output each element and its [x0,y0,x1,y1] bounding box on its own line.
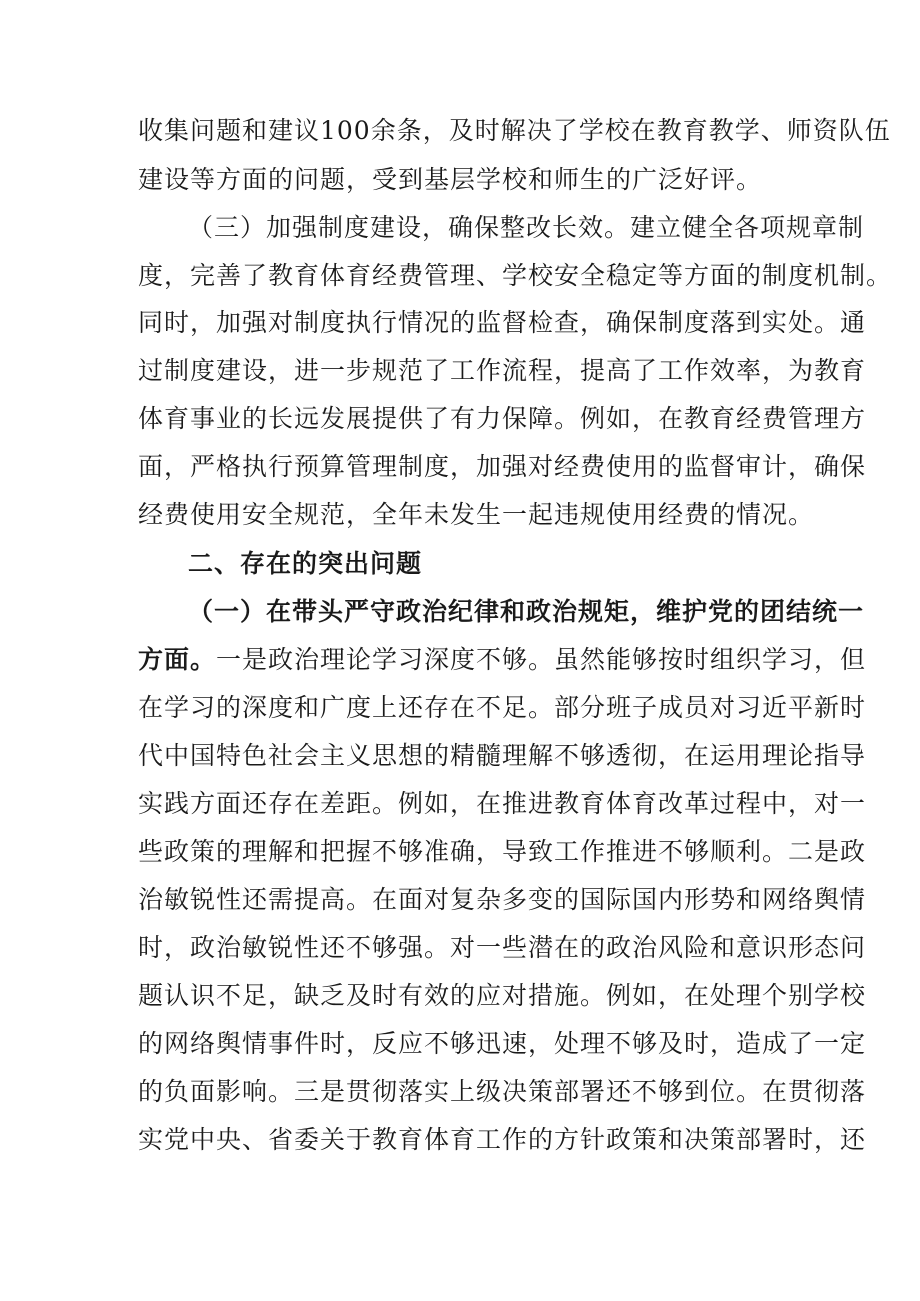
body-text-line: 体育事业的长远发展提供了有力保障。例如，在教育经费管理方 [138,404,867,433]
body-text-line: 建设等方面的问题，受到基层学校和师生的广泛好评。 [138,165,763,194]
body-text-line: 过制度建设，进一步规范了工作流程，提高了工作效率，为教育 [138,356,867,385]
body-text-line: 度，完善了教育体育经费管理、学校安全稳定等方面的制度机制。 [138,261,893,290]
body-text-line: 实践方面还存在差距。例如，在推进教育体育改革过程中，对一 [138,789,867,818]
body-text-line: 的网络舆情事件时，反应不够迅速，处理不够及时，造成了一定 [138,1029,867,1058]
body-text-line: （三）加强制度建设，确保整改长效。建立健全各项规章制 [188,213,865,242]
body-text-line: 题认识不足，缺乏及时有效的应对措施。例如，在处理个别学校 [138,981,867,1010]
body-text-line: 治敏锐性还需提高。在面对复杂多变的国际国内形势和网络舆情 [138,885,867,914]
body-text-line: 面，严格执行预算管理制度，加强对经费使用的监督审计，确保 [138,452,867,481]
body-text-line: 的负面影响。三是贯彻落实上级决策部署还不够到位。在贯彻落 [138,1077,867,1106]
body-text-line: 经费使用安全规范，全年未发生一起违规使用经费的情况。 [138,500,815,529]
body-text-line: 收集问题和建议100余条，及时解决了学校在教育教学、师资队伍 [138,116,891,145]
body-text-line: 实党中央、省委关于教育体育工作的方针政策和决策部署时，还 [138,1125,867,1154]
section-heading: 二、存在的突出问题 [188,549,423,578]
body-text-line: 时，政治敏锐性还不够强。对一些潜在的政治风险和意识形态问 [138,933,867,962]
body-text-span: 一是政治理论学习深度不够。虽然能够按时组织学习，但 [216,645,867,674]
subsection-heading-end: 方面。 [138,645,217,674]
body-text-line: 代中国特色社会主义思想的精髓理解不够透彻，在运用理论指导 [138,741,867,770]
body-text-line: 同时，加强对制度执行情况的监督检查，确保制度落到实处。通 [138,308,867,337]
subsection-heading-line: （一）在带头严守政治纪律和政治规矩，维护党的团结统一 [188,597,865,626]
body-text-line: 些政策的理解和把握不够准确，导致工作推进不够顺利。二是政 [138,837,867,866]
body-text-line [138,640,867,680]
body-text-line: 在学习的深度和广度上还存在不足。部分班子成员对习近平新时 [138,693,867,722]
